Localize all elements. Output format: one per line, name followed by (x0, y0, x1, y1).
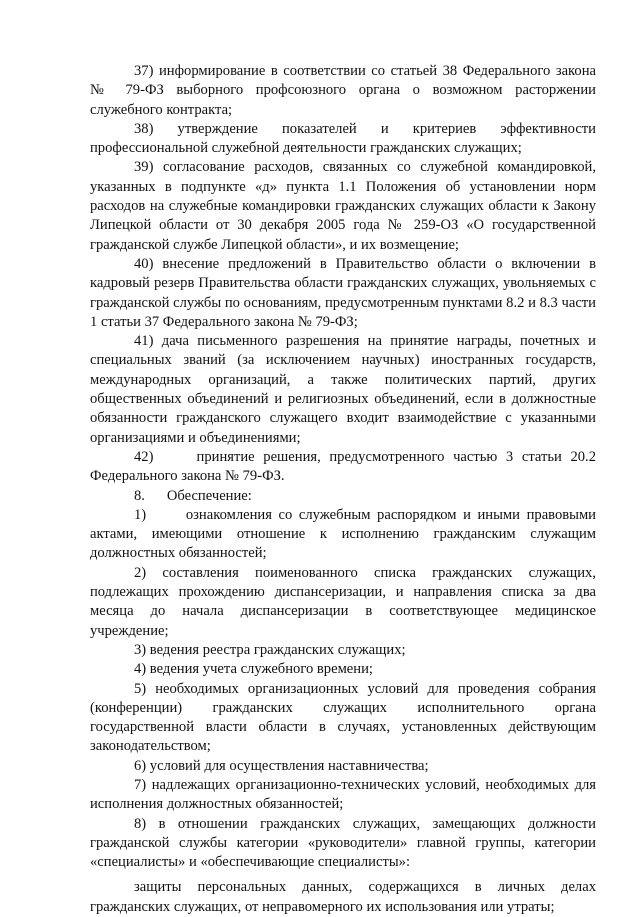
paragraph-item-40: 40) внесение предложений в Правительство области о включении в кадровый резерв Правительства области гражданских служащих, увольняемых с гражданской службы по основаниям, предусмотренным пунктами 8.2 и 8.3 части 1 статьи 37 Федерального закона № 79-ФЗ; (90, 255, 596, 330)
paragraph-item-37: 37) информирование в соответствии со статьей 38 Федерального закона № 79-ФЗ выборного профсоюзного органа о возможном расторжении служебного контракта; (90, 63, 596, 118)
document-body (90, 62, 600, 917)
section-heading-8: 8. Обеспечение: (134, 487, 252, 504)
paragraph-subitem-7: 7) надлежащих организационно-технических условий, необходимых для исполнения должностных обязанностей; (90, 776, 596, 813)
paragraph-item-39: 39) согласование расходов, связанных со служебной командировкой, указанных в подпункте «д» пункта 1.1 Положения об установлении норм расходов на служебные командировки гражданских служащих области к Закону Липецкой области от 30 декабря 2005 года № 259-ОЗ «О государственной гражданской службе Липецкой области», и их возмещение; (90, 159, 596, 253)
paragraph-item-41: 41) дача письменного разрешения на принятие награды, почетных и специальных званий (за исключением научных) иностранных государств, международных организаций, а также политических партий, других общественных объединений и религиозных объединений, если в должностные обязанности гражданского служащего входит взаимодействие с указанными организациями и объединениями; (90, 333, 596, 446)
paragraph-subitem-2: 2) составления поименованного списка гражданских служащих, подлежащих прохождению диспансеризации, и направления списка за два месяца до начала диспансеризации в соответствующее медицинское учреждение; (90, 564, 596, 639)
paragraph-subitem-8-detail: защиты персональных данных, содержащихся в личных делах гражданских служащих, от неправомерного их использования или утраты; (90, 879, 596, 915)
paragraph-item-38: 38) утверждение показателей и критериев эффективности профессиональной служебной деятельности гражданских служащих; (90, 120, 596, 157)
paragraph-subitem-4: 4) ведения учета служебного времени; (134, 661, 373, 678)
paragraph-item-42: 42) принятие решения, предусмотренного частью 3 статьи 20.2 Федерального закона № 79-ФЗ. (90, 448, 600, 485)
paragraph-subitem-1: 1) ознакомления со служебным распорядком и иными правовыми актами, имеющими отношение к исполнению гражданским служащим должностных обязанностей; (90, 506, 600, 562)
paragraph-subitem-8: 8) в отношении гражданских служащих, замещающих должности гражданской службы категории «руководители» главной группы, категории «специалисты» и «обеспечивающие специалисты»: (90, 815, 596, 871)
paragraph-subitem-5: 5) необходимых организационных условий для проведения собрания (конференции) гражданских служащих исполнительного органа государственной власти области в случаях, установленных действующим законодательством; (90, 680, 596, 755)
paragraph-subitem-3: 3) ведения реестра гражданских служащих; (134, 641, 406, 658)
paragraph-subitem-6: 6) условий для осуществления наставничества; (134, 757, 429, 774)
